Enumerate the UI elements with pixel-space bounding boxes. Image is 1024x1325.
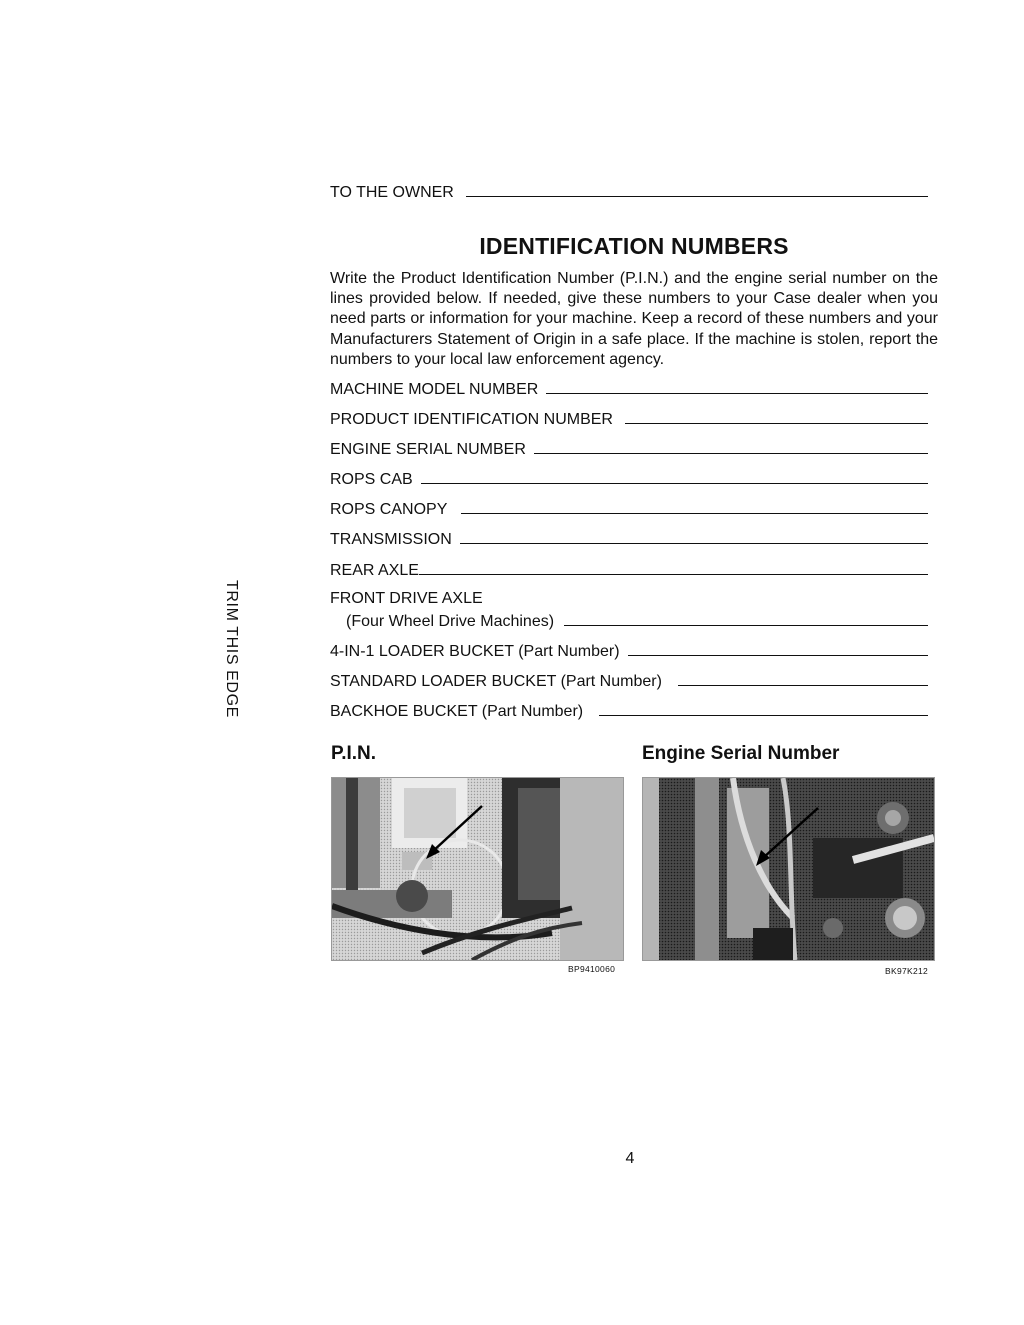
page-title: IDENTIFICATION NUMBERS bbox=[479, 233, 789, 259]
front-drive-axle-note-line bbox=[330, 611, 928, 631]
field-label: FRONT DRIVE AXLE bbox=[330, 589, 483, 607]
owner-blank-line[interactable] bbox=[466, 182, 928, 197]
front-drive-axle-blank[interactable] bbox=[564, 611, 928, 626]
loader-4in1-blank[interactable] bbox=[628, 641, 928, 656]
intro-paragraph: Write the Product Identification Number (P.I.N.) and the engine serial number on the lines provided below. If needed, give these numbers to your Case dealer when you need parts or information for your machine. Keep a record of these numbers and your Manufacturers Statement of Origin in a safe place. If the machine is stolen, report the numbers to your local law enforcement agency. bbox=[330, 270, 938, 368]
field-standard-loader bbox=[330, 671, 928, 701]
trim-edge-label: TRIM THIS EDGE bbox=[223, 580, 240, 718]
transmission-blank[interactable] bbox=[460, 529, 928, 544]
engine-photo-illustration bbox=[643, 778, 934, 960]
field-machine-model bbox=[330, 379, 928, 409]
field-label: ENGINE SERIAL NUMBER bbox=[330, 441, 526, 459]
field-pin bbox=[330, 409, 928, 439]
field-rear-axle bbox=[330, 560, 928, 590]
field-label: TRANSMISSION bbox=[330, 531, 452, 549]
field-label: STANDARD LOADER BUCKET (Part Number) bbox=[330, 672, 662, 690]
field-label: 4-IN-1 LOADER BUCKET (Part Number) bbox=[330, 642, 620, 660]
field-note: (Four Wheel Drive Machines) bbox=[346, 612, 555, 630]
identification-fields bbox=[330, 379, 928, 731]
field-label: BACKHOE BUCKET (Part Number) bbox=[330, 702, 584, 720]
standard-loader-blank[interactable] bbox=[678, 671, 928, 686]
engine-serial-photo bbox=[642, 777, 935, 961]
rops-cab-blank[interactable] bbox=[421, 469, 928, 484]
rops-canopy-blank[interactable] bbox=[461, 499, 928, 514]
field-label: REAR AXLE bbox=[330, 561, 419, 579]
page-number: 4 bbox=[625, 1150, 635, 1167]
rear-axle-blank[interactable] bbox=[419, 560, 928, 575]
field-rops-cab bbox=[330, 469, 928, 499]
engine-figure-title: Engine Serial Number bbox=[642, 743, 840, 764]
field-label: ROPS CAB bbox=[330, 471, 413, 489]
pin-photo-caption: BP9410060 bbox=[568, 964, 616, 974]
pin-figure-title: P.I.N. bbox=[331, 743, 377, 764]
field-transmission bbox=[330, 529, 928, 559]
machine-model-blank[interactable] bbox=[546, 379, 928, 394]
field-label: MACHINE MODEL NUMBER bbox=[330, 381, 539, 398]
backhoe-bucket-blank[interactable] bbox=[599, 701, 928, 716]
field-label: ROPS CANOPY bbox=[330, 501, 448, 519]
pin-blank[interactable] bbox=[625, 409, 928, 424]
field-label: PRODUCT IDENTIFICATION NUMBER bbox=[330, 411, 613, 429]
field-backhoe-bucket bbox=[330, 701, 928, 731]
pin-photo-illustration bbox=[332, 778, 623, 960]
field-front-drive-axle bbox=[330, 590, 928, 641]
engine-serial-blank[interactable] bbox=[534, 439, 928, 454]
owner-line bbox=[330, 182, 928, 202]
engine-photo-caption: BK97K212 bbox=[885, 966, 929, 976]
field-engine-serial bbox=[330, 439, 928, 469]
field-loader-4in1 bbox=[330, 641, 928, 671]
owner-heading: TO THE OWNER bbox=[330, 184, 454, 201]
field-rops-canopy bbox=[330, 499, 928, 529]
pin-location-photo bbox=[331, 777, 624, 961]
